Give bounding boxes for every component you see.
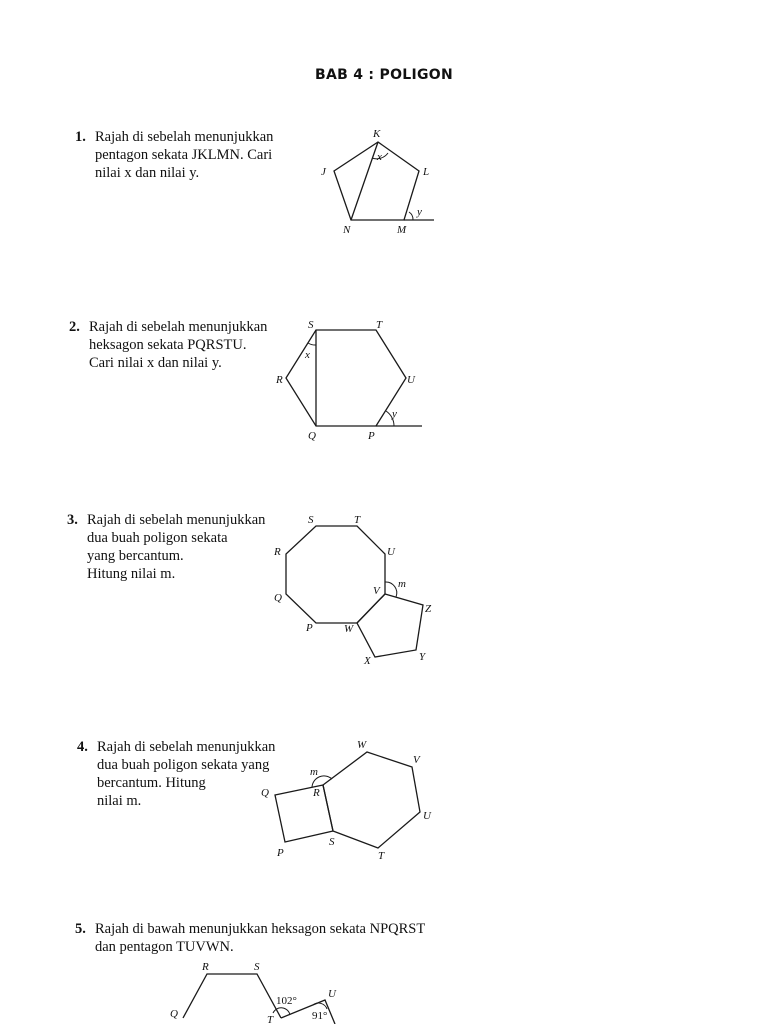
pentagon-figure: [310, 120, 440, 242]
question-text-line: dan pentagon TUVWN.: [95, 939, 234, 955]
label-u: U: [387, 546, 395, 558]
label-s: S: [308, 319, 314, 331]
label-t: T: [354, 514, 361, 526]
label-y: Y: [419, 651, 426, 663]
question-text-line: dua buah poligon sekata: [87, 530, 228, 546]
label-x: x: [377, 151, 382, 163]
page-title: BAB 4 : POLIGON: [314, 67, 454, 83]
label-u: U: [407, 374, 415, 386]
label-r: R: [274, 546, 281, 558]
label-t: T: [267, 1014, 274, 1024]
question-text-line: nilai m.: [97, 793, 142, 809]
question-5: [75, 920, 426, 956]
question-number: 1.: [75, 129, 86, 145]
label-v: V: [413, 754, 420, 766]
question-text-line: pentagon sekata JKLMN. Cari: [95, 147, 273, 163]
label-q: Q: [170, 1008, 178, 1020]
label-m: m: [398, 578, 406, 590]
label-l: L: [423, 166, 430, 178]
label-x: X: [364, 655, 371, 667]
label-t: T: [376, 319, 383, 331]
question-number: 5.: [75, 921, 86, 937]
label-j: J: [321, 166, 326, 178]
hexagon-pentagon-figure: [165, 955, 355, 1024]
question-text-line: heksagon sekata PQRSTU.: [89, 337, 247, 353]
question-2: [69, 318, 268, 372]
label-u: U: [423, 810, 431, 822]
question-text-line: Hitung nilai m.: [87, 566, 176, 582]
question-3: [67, 511, 266, 583]
question-text-line: Rajah di sebelah menunjukkan: [89, 319, 268, 335]
label-t: T: [378, 850, 385, 862]
question-1: [75, 128, 274, 182]
label-r: R: [202, 961, 209, 973]
question-number: 4.: [77, 739, 88, 755]
label-n: N: [343, 224, 351, 236]
label-s: S: [329, 836, 335, 848]
octagon-pentagon-figure: [268, 510, 443, 670]
label-q: Q: [261, 787, 269, 799]
question-text-line: Rajah di bawah menunjukkan heksagon sekata NPQRST: [95, 921, 426, 937]
label-p: P: [368, 430, 375, 442]
label-y: y: [392, 408, 397, 420]
hexagon-figure: [270, 315, 430, 445]
question-text-line: dua buah poligon sekata yang: [97, 757, 270, 773]
question-text-line: yang bercantum.: [87, 548, 184, 564]
label-m: M: [397, 224, 407, 236]
question-number: 3.: [67, 512, 78, 528]
label-w: W: [357, 739, 367, 751]
question-text-line: Rajah di sebelah menunjukkan: [95, 129, 274, 145]
label-s: S: [308, 514, 314, 526]
label-p: P: [306, 622, 313, 634]
label-z: Z: [425, 603, 432, 615]
question-text-line: Rajah di sebelah menunjukkan: [97, 739, 276, 755]
label-y: y: [417, 206, 422, 218]
label-q: Q: [308, 430, 316, 442]
label-v: V: [373, 585, 380, 597]
label-q: Q: [274, 592, 282, 604]
label-k: K: [373, 128, 381, 140]
label-w: W: [344, 623, 354, 635]
label-r: R: [313, 787, 320, 799]
question-text-line: Rajah di sebelah menunjukkan: [87, 512, 266, 528]
question-text-line: bercantum. Hitung: [97, 775, 206, 791]
question-4: [77, 738, 276, 810]
question-text-line: Cari nilai x dan nilai y.: [89, 355, 222, 371]
label-m: m: [310, 766, 318, 778]
label-u: U: [328, 988, 336, 1000]
square-hexagon-figure: [255, 735, 440, 865]
label-x: x: [305, 349, 310, 361]
label-s: S: [254, 961, 260, 973]
label-r: R: [276, 374, 283, 386]
question-text-line: nilai x dan nilai y.: [95, 165, 200, 181]
angle-91: 91°: [312, 1010, 328, 1022]
question-number: 2.: [69, 319, 80, 335]
label-p: P: [277, 847, 284, 859]
angle-102: 102°: [276, 995, 297, 1007]
